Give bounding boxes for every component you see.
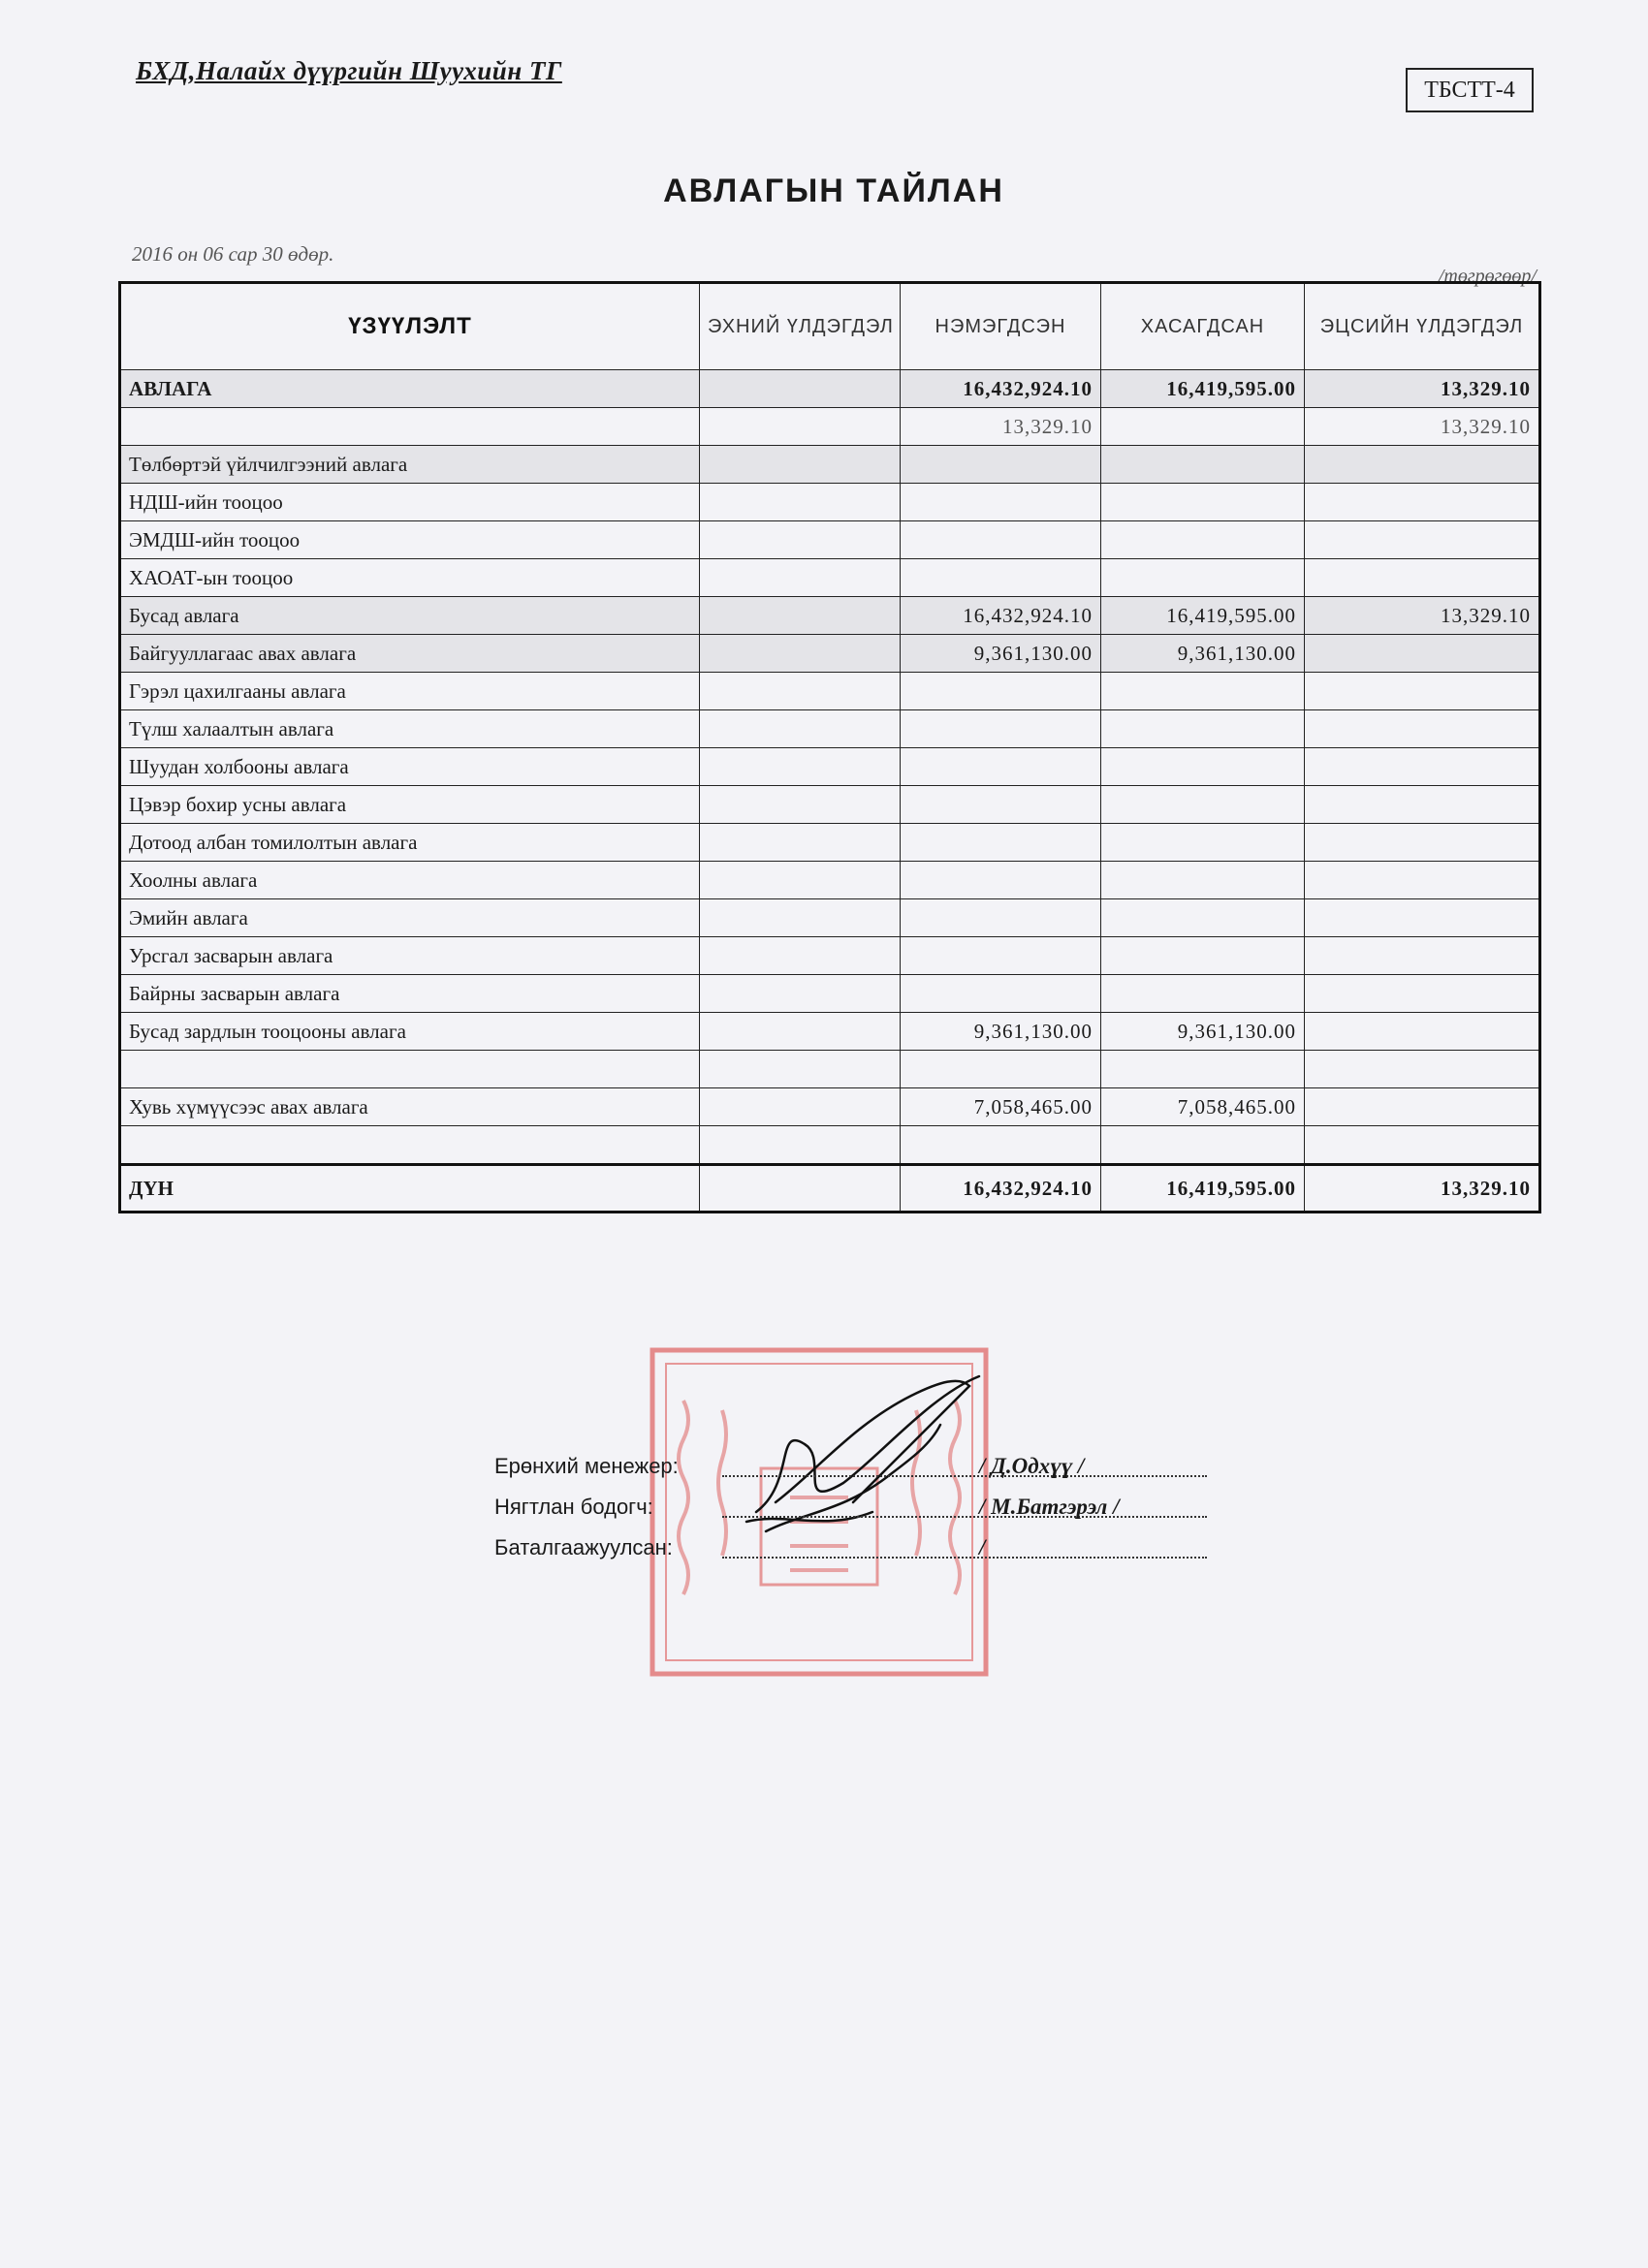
cell-closing xyxy=(1305,862,1540,899)
cell-closing xyxy=(1305,1088,1540,1126)
cell-deducted xyxy=(1101,484,1305,521)
row-label: Хоолны авлага xyxy=(120,862,700,899)
table-row xyxy=(120,408,1540,446)
signature-block xyxy=(494,1454,1231,1580)
table-header-row xyxy=(120,283,1540,370)
cell-opening xyxy=(700,748,901,786)
row-label: Түлш халаалтын авлага xyxy=(120,710,700,748)
cell-deducted xyxy=(1101,446,1305,484)
row-label: Хувь хүмүүсээс авах авлага xyxy=(120,1088,700,1126)
table-row xyxy=(120,899,1540,937)
cell-deducted xyxy=(1101,710,1305,748)
cell-closing xyxy=(1305,710,1540,748)
receivables-table xyxy=(118,281,1541,1213)
cell-added: 16,432,924.10 xyxy=(901,597,1101,635)
row-label xyxy=(120,1051,700,1088)
cell-deducted: 9,361,130.00 xyxy=(1101,1013,1305,1051)
cell-closing xyxy=(1305,521,1540,559)
cell-opening xyxy=(700,1088,901,1126)
table-row xyxy=(120,635,1540,673)
cell-closing: 13,329.10 xyxy=(1305,408,1540,446)
signature-name: / Д.Одхүү / xyxy=(979,1454,1085,1478)
row-label: Урсгал засварын авлага xyxy=(120,937,700,975)
cell-closing xyxy=(1305,1051,1540,1088)
column-header-added: НЭМЭГДСЭН xyxy=(901,283,1101,370)
table-row xyxy=(120,1051,1540,1088)
cell-added xyxy=(901,937,1101,975)
row-label: Цэвэр бохир усны авлага xyxy=(120,786,700,824)
cell-opening xyxy=(700,824,901,862)
table-row xyxy=(120,521,1540,559)
cell-closing xyxy=(1305,673,1540,710)
cell-added xyxy=(901,484,1101,521)
cell-added xyxy=(901,559,1101,597)
cell-added xyxy=(901,1051,1101,1088)
table-row xyxy=(120,937,1540,975)
cell-added xyxy=(901,975,1101,1013)
cell-added: 9,361,130.00 xyxy=(901,635,1101,673)
cell-deducted xyxy=(1101,937,1305,975)
table-row xyxy=(120,975,1540,1013)
table-row xyxy=(120,1013,1540,1051)
cell-closing xyxy=(1305,559,1540,597)
row-label: Шуудан холбооны авлага xyxy=(120,748,700,786)
cell-closing: 13,329.10 xyxy=(1305,370,1540,408)
signature-label: Баталгаажуулсан: xyxy=(494,1535,673,1559)
cell-closing xyxy=(1305,1126,1540,1165)
cell-deducted xyxy=(1101,824,1305,862)
table-row xyxy=(120,446,1540,484)
row-label: НДШ-ийн тооцоо xyxy=(120,484,700,521)
row-label: Бусад зардлын тооцооны авлага xyxy=(120,1013,700,1051)
currency-unit: /төгрөгөөр/ xyxy=(1438,266,1537,287)
cell-added xyxy=(901,446,1101,484)
signature-name: / М.Батгэрэл / xyxy=(979,1495,1120,1519)
total-closing: 13,329.10 xyxy=(1305,1165,1540,1213)
column-header-deducted: ХАСАГДСАН xyxy=(1101,283,1305,370)
cell-opening xyxy=(700,559,901,597)
cell-closing xyxy=(1305,975,1540,1013)
row-label: Гэрэл цахилгааны авлага xyxy=(120,673,700,710)
column-header-indicator: ҮЗҮҮЛЭЛТ xyxy=(120,283,700,370)
table-row xyxy=(120,559,1540,597)
cell-opening xyxy=(700,1126,901,1165)
cell-deducted xyxy=(1101,786,1305,824)
cell-added xyxy=(901,673,1101,710)
report-title: АВЛАГЫН ТАЙЛАН xyxy=(663,173,1004,209)
table-row xyxy=(120,786,1540,824)
cell-opening xyxy=(700,937,901,975)
row-label: Байгууллагаас авах авлага xyxy=(120,635,700,673)
organization-name: БХД,Налайх дүүргийн Шуухийн ТГ xyxy=(136,56,562,85)
row-label: Дотоод албан томилолтын авлага xyxy=(120,824,700,862)
cell-added xyxy=(901,1126,1101,1165)
row-label: АВЛАГА xyxy=(120,370,700,408)
cell-added xyxy=(901,824,1101,862)
cell-deducted: 9,361,130.00 xyxy=(1101,635,1305,673)
cell-deducted xyxy=(1101,1051,1305,1088)
total-row xyxy=(120,1165,1540,1213)
total-deducted: 16,419,595.00 xyxy=(1101,1165,1305,1213)
table-row xyxy=(120,710,1540,748)
cell-opening xyxy=(700,521,901,559)
table-row xyxy=(120,748,1540,786)
signature-line xyxy=(722,1557,1207,1559)
cell-closing xyxy=(1305,1013,1540,1051)
cell-deducted xyxy=(1101,862,1305,899)
cell-opening xyxy=(700,786,901,824)
cell-closing xyxy=(1305,748,1540,786)
table-row xyxy=(120,862,1540,899)
signature-label: Нягтлан бодогч: xyxy=(494,1495,653,1519)
row-label: Эмийн авлага xyxy=(120,899,700,937)
cell-deducted: 16,419,595.00 xyxy=(1101,370,1305,408)
table-row xyxy=(120,484,1540,521)
cell-deducted xyxy=(1101,559,1305,597)
cell-added xyxy=(901,710,1101,748)
cell-closing xyxy=(1305,786,1540,824)
cell-opening xyxy=(700,446,901,484)
cell-closing: 13,329.10 xyxy=(1305,597,1540,635)
report-date: 2016 он 06 сар 30 өдөр. xyxy=(132,242,334,266)
cell-closing xyxy=(1305,937,1540,975)
cell-deducted xyxy=(1101,975,1305,1013)
table-row xyxy=(120,673,1540,710)
signature-label: Ерөнхий менежер: xyxy=(494,1454,679,1478)
signature-name: / xyxy=(979,1535,986,1559)
cell-deducted xyxy=(1101,673,1305,710)
form-code-box: ТБСТТ-4 xyxy=(1406,68,1534,112)
table-row xyxy=(120,1126,1540,1165)
cell-deducted xyxy=(1101,748,1305,786)
cell-added: 7,058,465.00 xyxy=(901,1088,1101,1126)
cell-deducted: 7,058,465.00 xyxy=(1101,1088,1305,1126)
cell-opening xyxy=(700,862,901,899)
row-label: Бусад авлага xyxy=(120,597,700,635)
table-row xyxy=(120,370,1540,408)
cell-closing xyxy=(1305,635,1540,673)
total-added: 16,432,924.10 xyxy=(901,1165,1101,1213)
total-opening xyxy=(700,1165,901,1213)
cell-added: 16,432,924.10 xyxy=(901,370,1101,408)
cell-added xyxy=(901,862,1101,899)
cell-added xyxy=(901,748,1101,786)
column-header-closing: ЭЦСИЙН ҮЛДЭГДЭЛ xyxy=(1305,283,1540,370)
row-label: ХАОАТ-ын тооцоо xyxy=(120,559,700,597)
cell-added xyxy=(901,521,1101,559)
cell-opening xyxy=(700,673,901,710)
row-label xyxy=(120,408,700,446)
total-label: ДҮН xyxy=(120,1165,700,1213)
column-header-opening: ЭХНИЙ ҮЛДЭГДЭЛ xyxy=(700,283,901,370)
table-row xyxy=(120,597,1540,635)
cell-opening xyxy=(700,408,901,446)
cell-added: 9,361,130.00 xyxy=(901,1013,1101,1051)
row-label: Төлбөртэй үйлчилгээний авлага xyxy=(120,446,700,484)
cell-opening xyxy=(700,1051,901,1088)
cell-deducted xyxy=(1101,899,1305,937)
cell-added: 13,329.10 xyxy=(901,408,1101,446)
cell-deducted xyxy=(1101,521,1305,559)
cell-closing xyxy=(1305,899,1540,937)
signature-line xyxy=(722,1475,1207,1477)
cell-closing xyxy=(1305,484,1540,521)
cell-opening xyxy=(700,370,901,408)
cell-added xyxy=(901,899,1101,937)
cell-opening xyxy=(700,635,901,673)
cell-closing xyxy=(1305,446,1540,484)
cell-opening xyxy=(700,710,901,748)
row-label: Байрны засварын авлага xyxy=(120,975,700,1013)
table-row xyxy=(120,1088,1540,1126)
cell-opening xyxy=(700,899,901,937)
row-label xyxy=(120,1126,700,1165)
cell-deducted: 16,419,595.00 xyxy=(1101,597,1305,635)
cell-deducted xyxy=(1101,1126,1305,1165)
cell-opening xyxy=(700,597,901,635)
cell-opening xyxy=(700,1013,901,1051)
signature-line xyxy=(722,1516,1207,1518)
table-body xyxy=(120,370,1540,1213)
cell-opening xyxy=(700,975,901,1013)
cell-added xyxy=(901,786,1101,824)
cell-deducted xyxy=(1101,408,1305,446)
table-row xyxy=(120,824,1540,862)
cell-closing xyxy=(1305,824,1540,862)
row-label: ЭМДШ-ийн тооцоо xyxy=(120,521,700,559)
cell-opening xyxy=(700,484,901,521)
